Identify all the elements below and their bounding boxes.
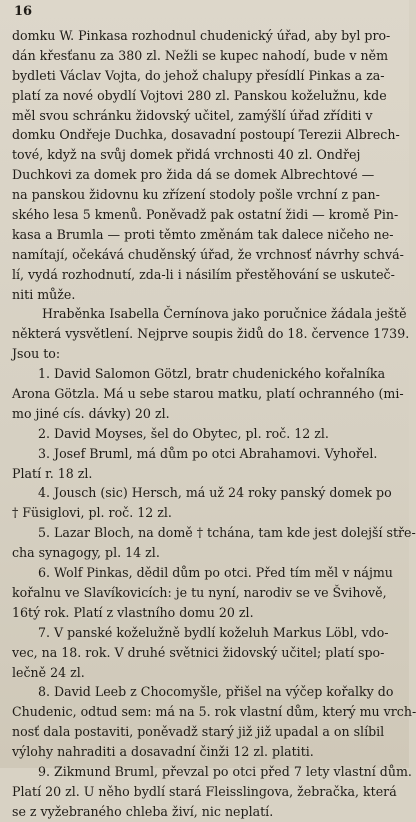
text-line: 3. Josef Bruml, má dům po otci Abrahamovi. Vyhořel. <box>38 445 378 461</box>
text-line: bydleti Václav Vojta, do jehož chalupy přesídlí Pinkas a za- <box>12 67 385 83</box>
paragraph <box>12 523 416 563</box>
text-line: namítají, očekává chuděnský úřad, že vrchnosť návrhy schvá- <box>12 246 404 262</box>
text-line: na panskou židovnu ku zřízení stodoly pošle vrchní z pan- <box>12 187 380 203</box>
paragraph <box>12 762 412 822</box>
text-line: kořalnu ve Slavíkovicích: je tu nyní, narodiv se ve Švihově, <box>12 584 387 600</box>
text-line: platí za nové obydlí Vojtovi 280 zl. Panskou koželužnu, kde <box>12 87 387 103</box>
text-line: Platí 20 zl. U něho bydlí stará Fleisslingova, žebračka, která <box>12 783 397 799</box>
text-line: 6. Wolf Pinkas, dědil dům po otci. Před tím měl v nájmu <box>38 565 393 581</box>
text-line: dán křesťanu za 380 zl. Nežli se kupec nahodí, bude v něm <box>12 47 389 63</box>
body-text <box>12 26 416 822</box>
text-line: Arona Götzla. Má u sebe starou matku, platí ochranného (mi- <box>12 386 404 402</box>
text-line: Hraběnka Isabella Černínova jako poručnice žádala ještě <box>42 306 407 322</box>
text-line: měl svou schránku židovský učitel, zamýšlí úřad zříditi v <box>12 107 373 123</box>
text-line: Platí r. 18 zl. <box>12 465 93 481</box>
text-line: niti může. <box>12 286 76 302</box>
text-line: 2. David Moyses, šel do Obytec, pl. roč. 12 zl. <box>38 425 329 441</box>
text-line: 1. David Salomon Götzl, bratr chudenického kořalníka <box>38 366 386 382</box>
text-line: kasa a Brumla — proti těmto změnám tak dalece ničeho ne- <box>12 226 394 242</box>
text-line: Duchkovi za domek pro žida dá se domek Albrechtové — <box>12 167 375 183</box>
text-line: 7. V panské koželužně bydlí koželuh Markus Löbl, vdo- <box>38 624 389 640</box>
paragraph <box>12 623 405 683</box>
text-line: 4. Jousch (sic) Hersch, má už 24 roky panský domek po <box>38 485 392 501</box>
text-line: 16tý rok. Platí z vlastního domu 20 zl. <box>12 604 254 620</box>
page-number: 16 <box>14 4 33 19</box>
text-line: tové, když na svůj domek přidá vrchnosti 40 zl. Ondřej <box>12 147 361 163</box>
paragraph <box>12 424 405 444</box>
text-line: výlohy nahraditi a dosavadní činži 12 zl. platiti. <box>12 744 314 760</box>
text-line: 8. David Leeb z Chocomyšle, přišel na výčep kořalky do <box>38 684 394 700</box>
text-line: lí, vydá rozhodnutí, zda-li i násilím přestěhování se uskuteč- <box>12 266 395 282</box>
text-line: ského lesa 5 kmenů. Poněvadž pak ostatní židi — kromě Pin- <box>12 207 399 223</box>
text-line: mo jiné cís. dávky) 20 zl. <box>12 405 170 421</box>
text-line: domku Ondřeje Duchka, dosavadní postoupí Terezii Albrech- <box>12 127 400 143</box>
text-line: † Füsiglovi, pl. roč. 12 zl. <box>12 505 172 521</box>
paragraph <box>12 563 405 623</box>
paragraph <box>12 26 405 304</box>
paragraph <box>12 682 416 762</box>
text-line: vec, na 18. rok. V druhé světnici židovský učitel; platí spo- <box>12 644 385 660</box>
paragraph <box>12 444 405 484</box>
paragraph <box>12 483 405 523</box>
text-line: 9. Zikmund Bruml, převzal po otci před 7 lety vlastní dům. <box>38 763 412 779</box>
text-line: nosť dala postaviti, poněvadž starý již již upadal a on slíbil <box>12 724 385 740</box>
text-line: cha synagogy, pl. 14 zl. <box>12 545 160 561</box>
text-line: lečně 24 zl. <box>12 664 85 680</box>
text-line: Chudenic, odtud sem: má na 5. rok vlastní dům, který mu vrch- <box>12 704 416 720</box>
text-line: některá vysvětlení. Nejprve soupis židů do 18. července 1739. <box>12 326 410 342</box>
text-line: Jsou to: <box>12 346 61 362</box>
text-line: se z vyžebraného chleba živí, nic neplatí. <box>12 803 274 819</box>
paragraph <box>12 364 405 424</box>
paragraph <box>12 304 410 364</box>
text-line: domku W. Pinkasa rozhodnul chudenický úřad, aby byl pro- <box>12 28 391 43</box>
text-line: 5. Lazar Bloch, na domě † tchána, tam kde jest dolejší stře- <box>38 525 416 541</box>
